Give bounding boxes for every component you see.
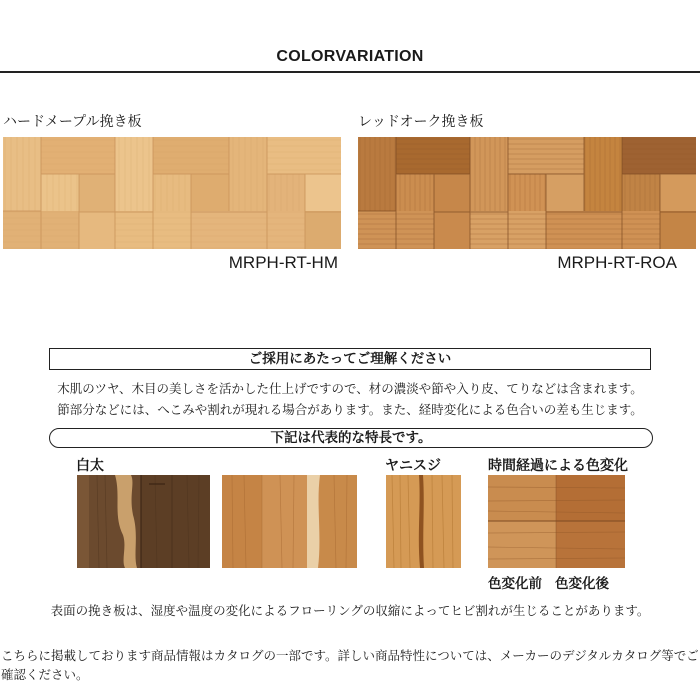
notice-heading: ご採用にあたってご理解ください <box>49 348 651 370</box>
feature-label-color-change: 時間経過による色変化 <box>488 458 628 474</box>
notice-line-1: 木肌のツヤ、木目の美しさを活かした仕上げですので、材の濃淡や節や入り皮、てりなどは含まれます。 <box>57 381 643 396</box>
notice-line-2: 節部分などには、へこみや割れが現れる場合があります。また、経時変化による色合いの差も生じます。 <box>57 402 643 417</box>
swatch-maple <box>3 137 341 249</box>
variant-label-maple: ハードメープル挽き板 <box>3 114 142 130</box>
color-change-photo <box>488 475 625 568</box>
caption-after: 色変化後 <box>555 576 609 592</box>
features-heading: 下記は代表的な特長です。 <box>49 428 653 448</box>
header-title: COLORVARIATION <box>276 48 424 65</box>
variant-code-red-oak: MRPH-RT-ROA <box>557 253 677 272</box>
resin-streak-photo <box>386 475 461 568</box>
sapwood-photo-dark <box>77 475 210 568</box>
feature-label-sapwood: 白太 <box>76 458 104 474</box>
variant-code-maple: MRPH-RT-HM <box>228 253 338 272</box>
feature-label-resin-streak: ヤニスジ <box>385 458 441 474</box>
footnote: 表面の挽き板は、湿度や温度の変化によるフローリングの収縮によってヒビ割れが生じることがあります。 <box>50 603 650 618</box>
caption-before: 色変化前 <box>488 576 542 592</box>
disclaimer: こちらに掲載しております商品情報はカタログの一部です。詳しい商品特性については、メーカーのデジタルカタログ等でご確認ください。 <box>1 648 699 682</box>
variant-label-red-oak: レッドオーク挽き板 <box>358 114 484 130</box>
swatch-red-oak <box>358 137 696 249</box>
header-divider <box>0 71 700 73</box>
sapwood-photo-light <box>222 475 357 568</box>
